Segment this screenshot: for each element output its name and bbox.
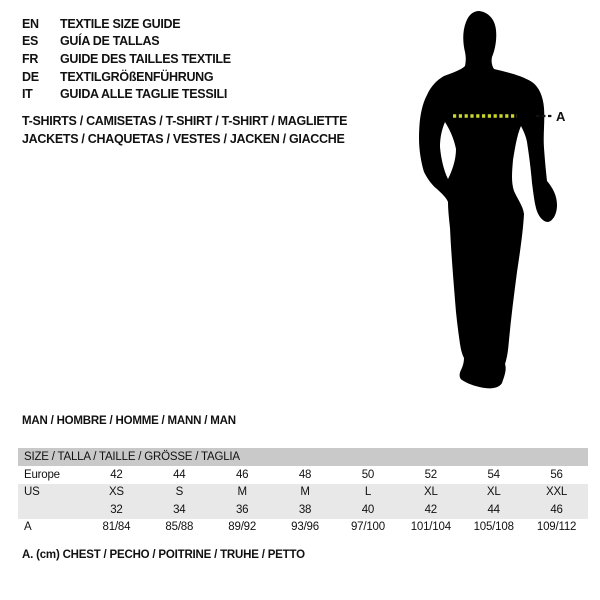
table-row-us — [18, 484, 588, 502]
table-cell: 36 — [235, 503, 249, 516]
table-cell: 89/92 — [228, 521, 257, 534]
table-cell: L — [364, 486, 372, 499]
guide-title: GUIDE DES TAILLES TEXTILE — [60, 51, 231, 66]
table-cell: 109/112 — [536, 521, 577, 534]
table-cell: 46 — [235, 468, 249, 481]
table-cell: XL — [486, 486, 501, 499]
table-cell: 40 — [361, 503, 375, 516]
language-code: FR — [22, 51, 39, 66]
table-cell: XXL — [545, 486, 568, 499]
table-row-europe — [18, 466, 588, 484]
table-cell: 42 — [424, 503, 438, 516]
guide-title: GUIDA ALLE TAGLIE TESSILI — [60, 87, 228, 102]
table-row-chest-cm — [18, 519, 588, 537]
table-cell: 56 — [550, 468, 563, 481]
list-item — [22, 85, 231, 103]
table-cell: 81/84 — [102, 521, 131, 534]
list-item — [22, 68, 231, 86]
table-cell: 93/96 — [291, 521, 319, 534]
category-tshirts: T-SHIRTS / CAMISETAS / T-SHIRT / T-SHIRT / MAGLIETTE — [22, 114, 348, 128]
row-label: Europe — [24, 468, 60, 481]
row-label: A — [24, 521, 32, 534]
table-cell: S — [175, 486, 184, 499]
category-jackets: JACKETS / CHAQUETAS / VESTES / JACKEN / GIACCHE — [22, 132, 345, 146]
measure-label-a: A — [556, 109, 566, 124]
measurement-footnote: A. (cm) CHEST / PECHO / POITRINE / TRUHE / PETTO — [22, 549, 305, 561]
row-label: US — [24, 486, 40, 499]
table-cell: 97/100 — [350, 521, 385, 534]
guide-title: TEXTILE SIZE GUIDE — [60, 16, 181, 31]
man-silhouette — [419, 11, 557, 388]
language-code: DE — [22, 69, 39, 84]
language-title-list — [22, 15, 231, 103]
table-cell: 44 — [173, 468, 186, 481]
table-cell: M — [237, 486, 247, 499]
language-code: EN — [22, 16, 39, 31]
gender-heading: MAN / HOMBRE / HOMME / MANN / MAN — [22, 415, 236, 427]
list-item — [22, 33, 231, 51]
size-table — [18, 448, 588, 536]
table-cell: 52 — [424, 468, 438, 481]
table-cell: XS — [108, 486, 124, 499]
table-cell: 48 — [298, 468, 312, 481]
guide-title: TEXTILGRÖßENFÜHRUNG — [60, 69, 214, 84]
guide-title: GUÍA DE TALLAS — [60, 34, 160, 49]
garment-categories — [22, 112, 347, 148]
table-cell: 42 — [110, 468, 123, 481]
list-item — [22, 15, 231, 33]
man-silhouette-figure — [413, 4, 565, 396]
list-item — [22, 50, 231, 68]
table-cell: 85/88 — [165, 521, 194, 534]
table-cell: 32 — [110, 503, 123, 516]
language-code: ES — [22, 34, 39, 49]
table-cell: 34 — [173, 503, 186, 516]
table-cell: 54 — [487, 468, 500, 481]
table-cell: 50 — [361, 468, 375, 481]
language-code: IT — [22, 87, 33, 102]
table-cell: 105/108 — [473, 521, 514, 534]
table-row-us-numeric — [18, 501, 588, 519]
table-cell: 46 — [550, 503, 563, 516]
table-cell: M — [300, 486, 310, 499]
table-cell: XL — [423, 486, 438, 499]
size-table-header: SIZE / TALLA / TAILLE / GRÖSSE / TAGLIA — [18, 448, 588, 466]
table-cell: 44 — [487, 503, 500, 516]
table-cell: 101/104 — [410, 521, 451, 534]
table-cell: 38 — [298, 503, 312, 516]
